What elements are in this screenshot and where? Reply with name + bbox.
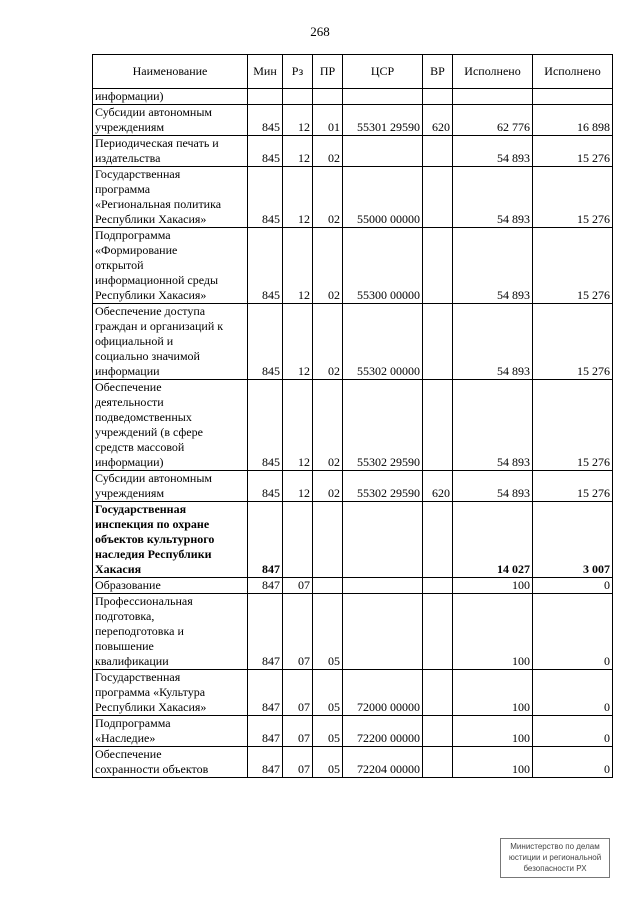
cell-csr: 55300 00000 <box>343 228 423 304</box>
cell-name: Обеспечение сохранности объектов <box>93 747 248 778</box>
cell-min: 847 <box>248 670 283 716</box>
page-number: 268 <box>310 24 330 39</box>
cell-executed-1: 62 776 <box>453 105 533 136</box>
cell-vr <box>423 89 453 105</box>
header-csr: ЦСР <box>343 55 423 89</box>
cell-executed-2: 15 276 <box>533 136 613 167</box>
cell-pr: 02 <box>313 380 343 471</box>
cell-rz: 07 <box>283 594 313 670</box>
cell-min: 845 <box>248 105 283 136</box>
cell-executed-1: 54 893 <box>453 228 533 304</box>
cell-csr: 72204 00000 <box>343 747 423 778</box>
table-row <box>93 89 613 105</box>
cell-executed-1: 100 <box>453 670 533 716</box>
cell-executed-1: 54 893 <box>453 304 533 380</box>
header-vr: ВР <box>423 55 453 89</box>
cell-csr <box>343 89 423 105</box>
table-row <box>93 747 613 778</box>
cell-pr <box>313 578 343 594</box>
cell-min: 845 <box>248 167 283 228</box>
cell-executed-1: 100 <box>453 594 533 670</box>
cell-executed-2: 0 <box>533 578 613 594</box>
table-row <box>93 228 613 304</box>
cell-rz: 07 <box>283 670 313 716</box>
cell-name: Обеспечение доступа граждан и организаций к официальной и социально значимой информации <box>93 304 248 380</box>
cell-pr <box>313 89 343 105</box>
cell-vr <box>423 578 453 594</box>
cell-vr <box>423 228 453 304</box>
cell-executed-2: 15 276 <box>533 380 613 471</box>
cell-executed-1: 100 <box>453 578 533 594</box>
header-pr: ПР <box>313 55 343 89</box>
cell-pr: 02 <box>313 228 343 304</box>
table-row <box>93 136 613 167</box>
stamp-line: безопасности РХ <box>523 864 587 873</box>
cell-csr: 55302 29590 <box>343 380 423 471</box>
cell-min: 845 <box>248 228 283 304</box>
cell-min: 847 <box>248 578 283 594</box>
cell-rz: 12 <box>283 304 313 380</box>
cell-pr: 02 <box>313 471 343 502</box>
cell-vr <box>423 594 453 670</box>
cell-rz: 12 <box>283 380 313 471</box>
cell-executed-1 <box>453 89 533 105</box>
cell-name: Обеспечение деятельности подведомственных учреждений (в сфере средств массовой информации) <box>93 380 248 471</box>
table-row <box>93 716 613 747</box>
cell-min: 845 <box>248 380 283 471</box>
cell-executed-2: 0 <box>533 716 613 747</box>
cell-executed-1: 54 893 <box>453 136 533 167</box>
cell-name: Государственная программа «Культура Республики Хакасия» <box>93 670 248 716</box>
budget-table <box>92 54 613 778</box>
cell-executed-2: 15 276 <box>533 228 613 304</box>
cell-rz: 12 <box>283 105 313 136</box>
table-row <box>93 502 613 578</box>
cell-vr <box>423 670 453 716</box>
cell-pr: 05 <box>313 594 343 670</box>
cell-executed-2: 15 276 <box>533 471 613 502</box>
cell-pr: 05 <box>313 670 343 716</box>
cell-executed-1: 100 <box>453 716 533 747</box>
header-executed-2: Исполнено <box>533 55 613 89</box>
cell-pr: 02 <box>313 304 343 380</box>
cell-rz <box>283 89 313 105</box>
cell-executed-1: 54 893 <box>453 380 533 471</box>
cell-min: 847 <box>248 747 283 778</box>
cell-min: 847 <box>248 594 283 670</box>
table-row <box>93 594 613 670</box>
cell-rz: 07 <box>283 716 313 747</box>
cell-executed-1: 54 893 <box>453 471 533 502</box>
cell-csr <box>343 136 423 167</box>
cell-name: Подпрограмма «Формирование открытой информационной среды Республики Хакасия» <box>93 228 248 304</box>
cell-vr <box>423 167 453 228</box>
header-executed-1: Исполнено <box>453 55 533 89</box>
cell-csr: 72000 00000 <box>343 670 423 716</box>
cell-name: Подпрограмма «Наследие» <box>93 716 248 747</box>
cell-pr: 05 <box>313 716 343 747</box>
cell-rz: 12 <box>283 167 313 228</box>
cell-name: информации) <box>93 89 248 105</box>
cell-executed-1: 14 027 <box>453 502 533 578</box>
cell-pr <box>313 502 343 578</box>
cell-csr: 55302 29590 <box>343 471 423 502</box>
table-row <box>93 167 613 228</box>
table-body <box>93 89 613 778</box>
cell-csr <box>343 578 423 594</box>
cell-csr: 72200 00000 <box>343 716 423 747</box>
cell-pr: 01 <box>313 105 343 136</box>
cell-vr <box>423 380 453 471</box>
cell-min: 845 <box>248 304 283 380</box>
cell-vr: 620 <box>423 471 453 502</box>
cell-csr: 55000 00000 <box>343 167 423 228</box>
header-rz: Рз <box>283 55 313 89</box>
cell-rz: 12 <box>283 471 313 502</box>
cell-rz: 07 <box>283 747 313 778</box>
cell-executed-2: 3 007 <box>533 502 613 578</box>
cell-name: Профессиональная подготовка, переподготовка и повышение квалификации <box>93 594 248 670</box>
table-row <box>93 670 613 716</box>
header-min: Мин <box>248 55 283 89</box>
cell-vr <box>423 747 453 778</box>
cell-pr: 02 <box>313 136 343 167</box>
cell-min: 845 <box>248 136 283 167</box>
table-row <box>93 304 613 380</box>
cell-vr <box>423 304 453 380</box>
cell-min: 845 <box>248 471 283 502</box>
cell-executed-2: 16 898 <box>533 105 613 136</box>
cell-name: Периодическая печать и издательства <box>93 136 248 167</box>
cell-min: 847 <box>248 716 283 747</box>
cell-csr <box>343 594 423 670</box>
cell-rz: 07 <box>283 578 313 594</box>
cell-rz <box>283 502 313 578</box>
cell-executed-2: 0 <box>533 747 613 778</box>
cell-vr <box>423 716 453 747</box>
cell-csr <box>343 502 423 578</box>
cell-executed-2: 0 <box>533 670 613 716</box>
stamp-line: юстиции и региональной <box>508 853 602 862</box>
table-row <box>93 471 613 502</box>
cell-executed-2 <box>533 89 613 105</box>
cell-name: Образование <box>93 578 248 594</box>
cell-executed-1: 100 <box>453 747 533 778</box>
cell-name: Государственная инспекция по охране объектов культурного наследия Республики Хакасия <box>93 502 248 578</box>
cell-executed-2: 15 276 <box>533 167 613 228</box>
cell-name: Государственная программа «Региональная политика Республики Хакасия» <box>93 167 248 228</box>
table-row <box>93 380 613 471</box>
registration-stamp <box>500 838 610 878</box>
cell-pr: 05 <box>313 747 343 778</box>
cell-executed-2: 15 276 <box>533 304 613 380</box>
table-row <box>93 105 613 136</box>
table-row <box>93 578 613 594</box>
cell-min <box>248 89 283 105</box>
cell-executed-2: 0 <box>533 594 613 670</box>
cell-vr <box>423 136 453 167</box>
stamp-line: Министерство по делам <box>510 842 600 851</box>
cell-rz: 12 <box>283 136 313 167</box>
cell-name: Субсидии автономным учреждениям <box>93 471 248 502</box>
cell-vr: 620 <box>423 105 453 136</box>
cell-executed-1: 54 893 <box>453 167 533 228</box>
cell-rz: 12 <box>283 228 313 304</box>
header-name: Наименование <box>93 55 248 89</box>
cell-name: Субсидии автономным учреждениям <box>93 105 248 136</box>
table-header-row <box>93 55 613 89</box>
cell-min: 847 <box>248 502 283 578</box>
cell-pr: 02 <box>313 167 343 228</box>
cell-vr <box>423 502 453 578</box>
cell-csr: 55301 29590 <box>343 105 423 136</box>
cell-csr: 55302 00000 <box>343 304 423 380</box>
